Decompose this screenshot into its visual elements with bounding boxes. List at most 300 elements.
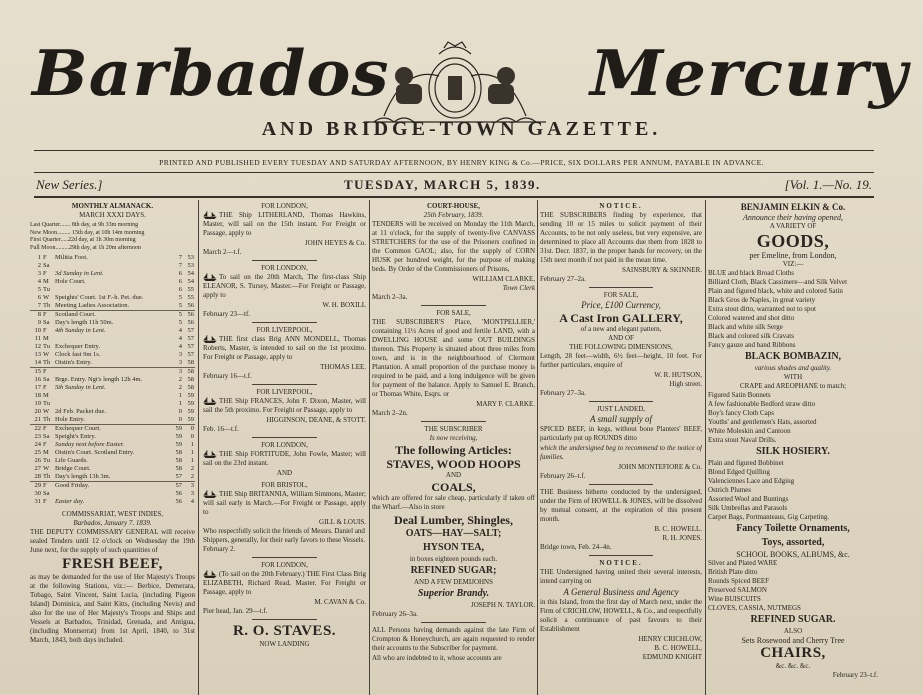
- goods-item: BLUE and black Broad Cloths: [708, 269, 794, 277]
- staves-headline: STAVES, WOOD HOOPS: [386, 457, 521, 471]
- almanac-cell: 14: [30, 359, 42, 368]
- crichlow-text-more: in this Island, from the first day of March next, under the Firm of CRICHLOW, HOWELL, & Co., and respectfully solicit a continuance of past favours to their Establishment: [540, 598, 702, 633]
- tenders-date: March 2–3a.: [372, 293, 408, 301]
- notice-head: NOTICE.: [599, 202, 643, 210]
- almanac-cell: 57: [187, 351, 194, 358]
- goods-item: Blond Edged Quilling: [708, 468, 770, 476]
- goods-item: Silk Umbrellas and Parasols: [708, 504, 788, 512]
- almanac-row: [30, 278, 195, 286]
- almanac-cell: W: [43, 465, 50, 472]
- just-landed-head: JUST LANDED,: [596, 405, 646, 413]
- shipping-ad-text: THE first class Brig ANN MONDELL, Thomas Roberts, Master, is intended to sail on the 1st proximo. For Freight or Passage, apply to: [203, 335, 366, 361]
- almanac-cell: Militia Foot.: [54, 254, 88, 261]
- almanac-cell: 58: [183, 359, 195, 368]
- almanac-row: [30, 335, 195, 343]
- almanac-row: [30, 368, 195, 377]
- almanac-cell: 9: [37, 319, 41, 326]
- notice-head-2: NOTICE.: [599, 559, 643, 567]
- almanac-row: [30, 400, 195, 408]
- almanac-row: [30, 449, 195, 457]
- gallery-and: AND OF: [608, 334, 634, 342]
- almanac-cell: Oistin's Court. Scotland Entry.: [54, 449, 135, 456]
- crichlow-sign: HENRY CRICHLOW,: [638, 635, 702, 643]
- separator: [252, 557, 317, 558]
- goods-item: Fancy gauze and band Ribbons: [708, 341, 796, 349]
- goods-item: Youths' and gentlemen's Hats, assorted: [708, 418, 817, 426]
- for-sale-head: FOR SALE,: [603, 291, 639, 299]
- goods-item: White Moleskin and Cantoon: [708, 427, 791, 435]
- shipping-ad: [203, 481, 366, 554]
- almanac-cell: Sa: [43, 262, 50, 269]
- almanac-cell: Sa: [43, 376, 50, 383]
- goods-item: Black and white silk Serge: [708, 323, 783, 331]
- masthead-subtitle: AND BRIDGE-TOWN GAZETTE.: [261, 118, 662, 140]
- shipping-ad-body: [203, 397, 366, 415]
- shipping-ad-head: FOR LIVERPOOL,: [256, 326, 313, 334]
- almanac-cell: 57: [171, 473, 183, 482]
- elkin-ship: per Emeline, from London,: [749, 251, 837, 260]
- almanac-cell: 3: [190, 482, 194, 489]
- now-landing-label: NOW LANDING: [259, 640, 310, 648]
- almanac-cell: Good Friday.: [54, 482, 90, 489]
- montefiore-sign: JOHN MONTEFIORE & Co.: [618, 463, 702, 471]
- shipping-ad-date: February 16—t.f.: [203, 372, 252, 380]
- almanac-cell: M: [43, 335, 49, 342]
- for-sale-head: FOR SALE,: [436, 309, 471, 317]
- shipping-ad-date: March 2—t.f.: [203, 248, 242, 256]
- almanac-cell: 4th Sunday in Lent.: [54, 327, 106, 334]
- tea-headline: HYSON TEA,: [423, 542, 484, 553]
- sugar-headline: REFINED SUGAR;: [410, 565, 497, 576]
- almanac-cell: 58: [175, 465, 182, 472]
- agency-headline: A General Business and Agency: [563, 587, 679, 597]
- shipping-ad: [203, 326, 366, 381]
- almanac-row: [30, 408, 195, 416]
- books-headline: SCHOOL BOOKS, ALBUMS, &c.: [736, 550, 850, 559]
- shipping-ad-date: February 23—tf.: [203, 310, 251, 318]
- almanac-cell: 4: [178, 327, 182, 334]
- commissariat-office: COMMISSARIAT, WEST INDIES,: [61, 510, 164, 518]
- almanac-cell: Clock fast 9m 1s.: [54, 351, 101, 358]
- crichlow-text: THE Undersigned having united their several interests, intend carrying on: [540, 568, 702, 585]
- almanac-cell: Tu: [43, 343, 50, 350]
- almanac-cell: M: [43, 392, 49, 399]
- shipping-ad-sign: JOHN HEYES & Co.: [304, 239, 366, 247]
- almanac-cell: Tu: [43, 400, 50, 407]
- almanac-cell: 5: [37, 286, 41, 293]
- almanac-cell: 3: [178, 368, 182, 375]
- coals-headline: COALS,: [431, 480, 476, 494]
- almanac-cell: F: [43, 441, 47, 448]
- almanac-cell: 26: [34, 457, 41, 464]
- hutson-sign: W. R. HUTSON,: [654, 371, 702, 379]
- elkin-viz: VIZ:—: [782, 260, 804, 268]
- masthead-title-right: Mercury: [590, 35, 909, 111]
- column-almanack: [30, 202, 195, 695]
- almanac-row: [30, 319, 195, 327]
- goods-item: Extra stout Naval Drills.: [708, 436, 777, 444]
- shipping-ad-body: [203, 490, 366, 517]
- goods-list: [708, 269, 878, 350]
- goods-item: Figured Satin Bonnets: [708, 391, 771, 399]
- almanac-cell: 0: [190, 433, 194, 440]
- almanac-cell: F: [43, 254, 47, 261]
- court-house-date: 25th February, 1839.: [423, 211, 484, 219]
- almanac-cell: F: [43, 311, 47, 318]
- almanac-cell: [54, 392, 171, 400]
- goods-item: Colored watered and shot ditto: [708, 314, 795, 322]
- royal-crest-icon: [344, 36, 566, 128]
- toilette-headline: Fancy Toilette Ornaments,: [736, 523, 850, 534]
- almanac-cell: 13: [34, 351, 41, 358]
- almanac-cell: Speight's Entry.: [54, 433, 96, 440]
- crompton-text-more: All who are indebted to it, whose accounts are: [372, 654, 502, 662]
- goods-list: [708, 459, 878, 522]
- subscriber-head: THE SUBSCRIBER: [424, 425, 483, 433]
- almanac-row: [30, 286, 195, 294]
- elkin-variety: A VARIETY OF: [769, 222, 817, 230]
- series-label: New Series.]: [36, 177, 103, 192]
- lumber-headline: Deal Lumber, Shingles,: [394, 513, 513, 527]
- almanac-row: [30, 392, 195, 400]
- shipping-ad: [203, 561, 366, 616]
- almanac-cell: [54, 490, 171, 498]
- goods-item: Billiard Cloth, Black Cassimere—and Silk Velvet: [708, 278, 848, 286]
- almanac-row: [30, 425, 195, 434]
- almanac-cell: 57: [187, 343, 194, 350]
- howell-jones-date: Bridge town, Feb. 24–4n.: [540, 543, 612, 551]
- shipping-ad-sign: HIGGINSON, DEANE, & STOTT.: [266, 416, 366, 424]
- taylor-sign: JOSEPH N. TAYLOR.: [470, 601, 535, 609]
- toys-headline: Toys, assorted,: [761, 537, 825, 548]
- almanac-cell: 22: [34, 425, 41, 432]
- goods-item: Plain and figured Bobbinet: [708, 459, 784, 467]
- almanac-cell: Exchequer Court.: [54, 425, 101, 432]
- separator: [252, 619, 317, 620]
- chairs-sub: Sets Rosewood and Cherry Tree: [741, 636, 845, 645]
- goods-item: Extra stout ditto, warranted not to spot: [708, 305, 816, 313]
- almanac-cell: 2: [183, 473, 195, 482]
- almanac-cell: 12: [34, 343, 41, 350]
- shipping-ad-body: [203, 450, 366, 468]
- almanac-row: [30, 376, 195, 384]
- almanac-cell: F: [43, 327, 47, 334]
- almanac-cell: 3: [190, 490, 194, 497]
- almanac-row: [30, 359, 195, 368]
- almanac-cell: 5th Sunday in Lent.: [54, 384, 106, 391]
- montpellier-text: THE SUBSCRIBER'S Place, 'MONTPELLIER,' containing 11½ Acres of good and fertile LAND, with a DWELLING HOUSE and some OUT BUILDINGS thereon. This Property is situated about three miles from town, and is in the neighbourhood of Clermont Plantation. A small proportion of the purchase money is required to be paid, and a long indulgence will be given for payment of the balance. Apply to Samuel E. Branch, or Thomas White, Esqrs. or: [372, 318, 535, 398]
- almanac-cell: W: [43, 351, 50, 358]
- almanac-row: [30, 254, 195, 262]
- column-notices-1: [372, 202, 535, 695]
- almanac-cell: 0: [171, 416, 183, 425]
- shipping-ad-text: THE Ship FRANCES, John F. Dixon, Master, will sail the 5th proximo. For Freight or Passage, apply to: [203, 397, 366, 414]
- shipping-ad-head: FOR LONDON,: [261, 441, 308, 449]
- montpellier-date: March 2–2n.: [372, 409, 408, 417]
- print-line: PRINTED AND PUBLISHED EVERY TUESDAY AND SATURDAY AFTERNOON, BY HENRY KING & Co.—PRICE, SIX DOLLARS PER ANNUM, PAYABLE IN ADVANCE.: [159, 158, 764, 167]
- almanac-cell: 59: [175, 425, 182, 432]
- just-landed-sub: A small supply of: [589, 414, 653, 424]
- almanac-cell: 58: [175, 449, 182, 456]
- almanac-cell: F: [43, 498, 47, 505]
- almanac-cell: [54, 368, 171, 377]
- almanac-cell: Meeting Ladies Association.: [54, 302, 171, 311]
- column-rule: [369, 200, 370, 695]
- almanac-cell: 56: [175, 490, 182, 497]
- almanac-cell: [54, 262, 171, 270]
- almanac-cell: 55: [187, 286, 194, 293]
- almanac-row: [30, 384, 195, 392]
- almanac-cell: 4: [178, 343, 182, 350]
- almanac-cell: 1: [178, 392, 182, 399]
- elkin-date: February 23–t.f.: [832, 671, 878, 679]
- volume-label: [Vol. 1.—No. 19.: [784, 177, 872, 192]
- almanac-cell: Life Guards.: [54, 457, 88, 464]
- almanac-row: [30, 482, 195, 491]
- almanac-cell: 1: [37, 254, 41, 261]
- sailing-ship-icon: [203, 211, 217, 219]
- almanac-cell: 1: [178, 400, 182, 407]
- almanac-cell: Hole Court.: [54, 278, 86, 285]
- howell-sign-2: B. C. HOWELL,: [654, 644, 702, 652]
- almanac-cell: 59: [187, 392, 194, 399]
- demijohns-label: AND A FEW DEMIJOHNS: [413, 578, 494, 586]
- almanac-cell: 2d Feb. Packet due.: [54, 408, 107, 415]
- moon-phase: New Moon......... 15th day, at 10h 14m morning: [30, 229, 145, 236]
- almanack-header: MONTHLY ALMANACK.: [71, 202, 154, 210]
- almanac-cell: 57: [187, 335, 194, 342]
- almanac-cell: 53: [187, 254, 194, 261]
- tenders-sign: WILLIAM CLARKE,: [472, 275, 535, 283]
- almanac-cell: 28: [30, 473, 42, 482]
- hutson-address: High street.: [669, 380, 702, 388]
- almanac-cell: 54: [187, 278, 194, 285]
- almanac-cell: Th: [42, 302, 54, 311]
- almanac-row: [30, 441, 195, 449]
- almanac-cell: Sa: [43, 319, 50, 326]
- with-label: WITH: [783, 373, 803, 381]
- coals-text: which are offered for sale cheap, particularly if taken off the Wharf.—Also in store: [372, 494, 535, 511]
- almanac-cell: M: [43, 449, 49, 456]
- column-rule: [198, 200, 199, 695]
- goods-item: Preserved SALMON: [708, 586, 767, 594]
- sainsbury-date: February 27–2a.: [540, 275, 586, 283]
- shipping-ad-sign: GILL & LOUIS.: [319, 518, 366, 526]
- gallery-headline: A Cast Iron GALLERY,: [559, 311, 683, 325]
- separator: [252, 437, 317, 438]
- goods-item: Wine BUISCUITS: [708, 595, 761, 603]
- almanac-cell: 4: [37, 278, 41, 285]
- almanac-cell: 30: [34, 490, 41, 497]
- separator: [252, 322, 317, 323]
- elkin-head: BENJAMIN ELKIN & Co.: [740, 202, 846, 212]
- almanac-cell: 58: [187, 368, 194, 375]
- etc-label: &c. &c. &c.: [775, 662, 811, 670]
- goods-item: Black Gros de Naples, in great variety: [708, 296, 816, 304]
- almanac-cell: 4: [178, 335, 182, 342]
- almanac-cell: 21: [30, 416, 42, 425]
- separator: [252, 384, 317, 385]
- almanac-cell: Brge. Entry. Ngt's length 12h 4m.: [54, 376, 143, 383]
- tenders-text: TENDERS will be received on Monday the 11th March, at 11 o'clock, for the supply of twenty-five CANVASS STRETCHERS for the use of the Prisoners confined in the Common GAOL; also, for the supply of CORN HUSK per hundred weight, for the purpose of making beds. By Order of the Commissioners of Prisons,: [372, 220, 535, 273]
- almanac-cell: Day's length 11h 50m.: [54, 319, 114, 326]
- almanac-cell: 59: [175, 441, 182, 448]
- almanac-cell: [54, 286, 171, 294]
- shipping-ad: [203, 441, 366, 478]
- goods-headline: GOODS,: [756, 231, 830, 251]
- almanac-cell: 7: [30, 302, 42, 311]
- almanac-cell: 3d Sunday in Lent.: [54, 270, 104, 277]
- goods-list: [708, 391, 878, 445]
- column-elkin-goods: [708, 202, 878, 695]
- almanac-row: [30, 270, 195, 278]
- almanac-cell: Th: [42, 416, 54, 425]
- commissariat-notice: THE DEPUTY COMMISSARY GENERAL will receive sealed Tenders until 12 o'clock on Wednesday the 19th June next, for the supply of such quantities of: [30, 528, 195, 554]
- almanac-cell: Bridge Court.: [54, 465, 91, 472]
- shipping-ad-text: THE Ship BRITANNIA, William Simmons, Master; will sail early in March.—For Freight or Passage, apply to: [203, 490, 366, 516]
- almanac-row: [30, 302, 195, 311]
- goods-item: CLOVES, CASSIA, NUTMEGS: [708, 604, 801, 612]
- goods-item: Black and colored silk Cravats: [708, 332, 794, 340]
- spiced-beef-text: SPICED BEEF, in kegs, without bone Planters' BEEF, particularly put up ROUNDS ditto: [540, 425, 702, 442]
- almanac-cell: 23: [34, 433, 41, 440]
- howell-jones-text: THE Business hitherto conducted by the undersigned, under the Firm of HOWELL & JONES, will be dissolved by mutual consent, at the expiration of this present month.: [540, 488, 702, 523]
- shipping-ad-body: [203, 211, 366, 238]
- shipping-ad-date: Pier head, Jan. 29—t.f.: [203, 607, 268, 615]
- separator: [421, 622, 486, 623]
- almanac-cell: 57: [175, 482, 182, 489]
- refined-sugar-headline: REFINED SUGAR.: [750, 614, 836, 625]
- almanac-cell: F: [43, 270, 47, 277]
- almanac-cell: 5: [178, 294, 182, 301]
- goods-item: A few fashionable Bedford straw ditto: [708, 400, 816, 408]
- almanac-cell: 54: [187, 270, 194, 277]
- separator: [421, 305, 486, 306]
- almanac-cell: Oistin's Entry.: [54, 359, 171, 368]
- tea-note: in boxes eighteen pounds each.: [409, 555, 498, 563]
- almanac-table: [30, 254, 195, 506]
- shipping-ad-head: FOR BRISTOL,: [261, 481, 308, 489]
- sailing-ship-icon: [203, 450, 217, 458]
- shipping-ad: [203, 264, 366, 319]
- fresh-beef-headline: FRESH BEEF,: [62, 556, 163, 572]
- sailing-ship-icon: [203, 570, 217, 578]
- almanac-row: [30, 465, 195, 473]
- moon-phase: First Quarter.....22d day, at 1h 30m morning: [30, 237, 136, 243]
- almanac-row: [30, 343, 195, 351]
- sailing-ship-icon: [203, 273, 217, 281]
- articles-headline: The following Articles:: [395, 443, 512, 457]
- almanac-cell: 56: [187, 319, 194, 326]
- almanac-cell: 2: [178, 384, 182, 391]
- elkin-sub: Announce their having opened,: [743, 213, 843, 222]
- jones-sign: R. H. JONES.: [662, 534, 702, 542]
- almanac-cell: 18: [34, 392, 41, 399]
- dateline-rule-top: [34, 172, 874, 173]
- goods-list: [708, 559, 878, 613]
- almanac-row: [30, 327, 195, 335]
- almanac-cell: 6: [178, 270, 182, 277]
- goods-item: Rounds Spiced BEEF: [708, 577, 770, 585]
- almanac-cell: 29: [34, 482, 41, 489]
- sailing-ship-icon: [203, 490, 217, 498]
- almanac-row: [30, 433, 195, 441]
- almanac-cell: Sunday next before Easter.: [54, 441, 125, 448]
- almanac-cell: 59: [175, 433, 182, 440]
- moon-phase: Last Quarter....... 8th day, at 9h 33m morning: [30, 222, 139, 228]
- almanac-cell: 1: [190, 441, 194, 448]
- shipping-ad-head: FOR LIVERPOOL,: [256, 388, 313, 396]
- subscriber-sub: Is now receiving,: [429, 434, 478, 442]
- dateline-rule-bottom: [34, 196, 874, 198]
- masthead-rule: [34, 150, 874, 151]
- almanac-cell: Th: [42, 359, 54, 368]
- almanac-cell: 6: [37, 294, 41, 301]
- almanac-cell: 25: [34, 449, 41, 456]
- almanac-cell: 5: [178, 311, 182, 318]
- almanac-cell: 6: [178, 286, 182, 293]
- almanac-cell: 10: [34, 327, 41, 334]
- oats-headline: OATS—HAY—SALT;: [405, 528, 502, 539]
- almanac-cell: [54, 335, 171, 343]
- dateline: [34, 177, 874, 197]
- shipping-ad-text: THE Ship FORTITUDE, John Fowle, Master; will sail on the 23rd instant.: [203, 450, 366, 467]
- brandy-headline: Superior Brandy.: [417, 588, 490, 599]
- almanac-cell: 4: [190, 498, 194, 505]
- shipping-ad-head: FOR LONDON,: [261, 561, 308, 569]
- masthead-title-left: Barbados: [32, 35, 390, 111]
- almanac-cell: 7: [178, 262, 182, 269]
- almanac-row: [30, 490, 195, 498]
- chairs-headline: CHAIRS,: [760, 645, 826, 661]
- almanac-cell: 1: [190, 457, 194, 464]
- almanac-row: [30, 498, 195, 506]
- almanac-cell: 7: [178, 254, 182, 261]
- almanac-cell: Day's length 13h 3m.: [54, 473, 171, 482]
- separator: [589, 555, 654, 556]
- almanac-cell: F: [43, 384, 47, 391]
- almanac-cell: Speights' Court. 1st F.-h. Pet. due.: [54, 294, 144, 301]
- almanac-cell: 59: [183, 416, 195, 425]
- shipping-ad: [203, 388, 366, 434]
- shipping-ad-date: Feb. 16—t.f.: [203, 425, 239, 433]
- almanac-cell: M: [43, 278, 49, 285]
- goods-item: Assorted Wool and Buntings: [708, 495, 789, 503]
- shipping-ad-text: THE Ship LITHERLAND, Thomas Hawkins, Master, will sail on the 15th instant. For Freight or Passage, apply to: [203, 211, 366, 237]
- almanac-cell: 58: [187, 384, 194, 391]
- crompton-text: ALL Persons having demands against the late Firm of Crompton & Honeychurch, are again requested to render their accounts to the Subscriber for payment.: [372, 626, 535, 652]
- shipping-ad-date: Who respectfully solicit the friends of Messrs. Daniel and Shippers, generally, for their early favors to these Vessels. February 2.: [203, 527, 366, 553]
- almanac-cell: 3: [178, 351, 182, 358]
- almanac-cell: Exchequer Entry.: [54, 343, 101, 350]
- sailing-ship-icon: [203, 335, 217, 343]
- shipping-ad-body: [203, 335, 366, 362]
- almanac-cell: 55: [187, 294, 194, 301]
- separator: [421, 421, 486, 422]
- and-label: AND: [445, 471, 462, 479]
- almanac-cell: Th: [42, 473, 54, 482]
- column-shipping: [203, 202, 366, 695]
- goods-item: British Plate ditto: [708, 568, 758, 576]
- shipping-ad-text: To sail on the 20th March, The first-class Ship ELEANOR, S. Tursey, Master.—For Freight or Passage, apply to: [203, 273, 366, 299]
- column-rule: [537, 200, 538, 695]
- separator: [252, 260, 317, 261]
- montefiore-date: February 26–t.f.: [540, 472, 586, 480]
- also-label: ALSO: [783, 627, 803, 635]
- separator: [589, 287, 654, 288]
- almanac-cell: F: [43, 368, 47, 375]
- goods-item: Valenciennes Lace and Edging: [708, 477, 795, 485]
